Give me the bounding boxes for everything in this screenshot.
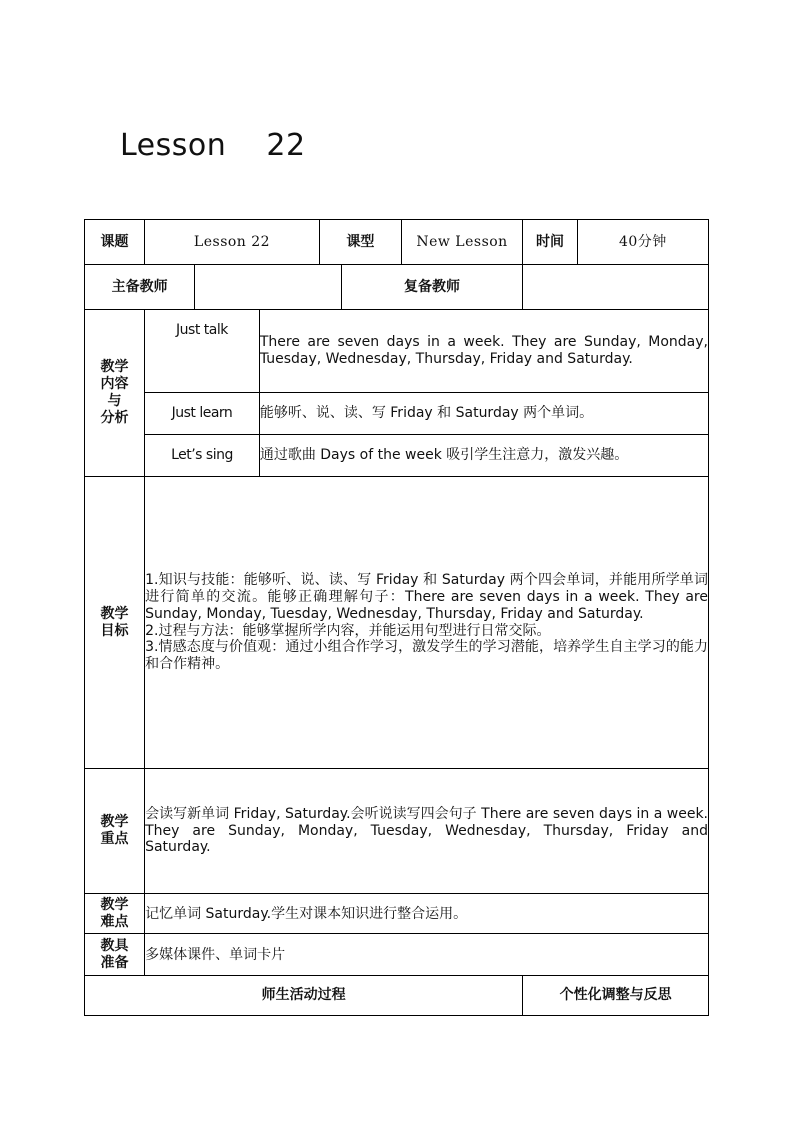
difficulties-label-line: 难点 (100, 913, 129, 930)
aids-label-line: 教具 (100, 937, 129, 954)
content-label-line: 内容 (100, 376, 129, 393)
key-points-label-line: 教学 (100, 814, 129, 831)
goal-paragraph: 1.知识与技能：能够听、说、读、写 Friday 和 Saturday 两个四会单词，并能用所学单词进行简单的交流。能够正确理解句子：There are seven days in a week. They are Sunday, Monday, Tuesday, Wednesday, Thursday, Friday and Saturday. (145, 572, 708, 622)
content-analysis-label (85, 310, 145, 477)
aids-label-line: 准备 (100, 954, 129, 971)
just-talk-text: There are seven days in a week. They are Sunday, Monday, Tuesday, Wednesday, Thursday, Friday and Saturday. (259, 310, 708, 393)
content-row-sing (85, 435, 709, 477)
topic-value: Lesson 22 (145, 220, 320, 265)
goals-label-line: 教学 (100, 605, 129, 622)
lets-sing-text: 通过歌曲 Days of the week 吸引学生注意力，激发兴趣。 (259, 435, 708, 477)
type-value: New Lesson (401, 220, 522, 265)
key-points-label-line: 重点 (100, 831, 129, 847)
difficulties-label (85, 894, 145, 934)
goal-paragraph: 2.过程与方法：能够掌握所学内容，并能运用句型进行日常交际。 (145, 622, 551, 639)
page-title: Lesson 22 (120, 128, 306, 163)
goals-row (85, 477, 709, 769)
key-points-row (85, 769, 709, 894)
goals-label (85, 477, 145, 769)
difficulties-row (85, 894, 709, 934)
lets-sing-label: Let’s sing (145, 435, 260, 477)
goal-paragraph: 3.情感态度与价值观：通过小组合作学习，激发学生的学习潜能，培养学生自主学习的能力和合作精神。 (145, 639, 708, 673)
lesson-plan-table (84, 219, 709, 1016)
process-label: 师生活动过程 (85, 976, 523, 1016)
type-label: 课型 (319, 220, 401, 265)
aids-label (85, 934, 145, 976)
difficulties-text: 记忆单词 Saturday.学生对课本知识进行整合运用。 (145, 894, 709, 934)
topic-label: 课题 (85, 220, 145, 265)
content-label-line: 与 (107, 393, 122, 409)
time-value: 40分钟 (577, 220, 708, 265)
main-teacher-label: 主备教师 (85, 265, 195, 310)
difficulties-label-line: 教学 (100, 896, 129, 913)
content-row-learn (85, 393, 709, 435)
reflection-label: 个性化调整与反思 (523, 976, 709, 1016)
just-learn-label: Just learn (145, 393, 260, 435)
content-label-line: 分析 (100, 409, 129, 426)
just-talk-label: Just talk (145, 310, 260, 393)
key-points-label (85, 769, 145, 894)
aids-row (85, 934, 709, 976)
header-row (85, 220, 709, 265)
co-teacher-value (523, 265, 709, 310)
process-header-row (85, 976, 709, 1016)
key-points-text: 会读写新单词 Friday, Saturday.会听说读写四会句子 There are seven days in a week. They are Sunday, Monday, Tuesday, Wednesday, Thursday, Friday and Saturday. (145, 769, 709, 894)
main-teacher-value (195, 265, 341, 310)
aids-text: 多媒体课件、单词卡片 (145, 934, 709, 976)
content-row-talk (85, 310, 709, 393)
goals-text (145, 477, 709, 769)
co-teacher-label: 复备教师 (341, 265, 522, 310)
goals-label-line: 目标 (100, 622, 129, 639)
time-label: 时间 (523, 220, 578, 265)
just-learn-text: 能够听、说、读、写 Friday 和 Saturday 两个单词。 (259, 393, 708, 435)
content-label-line: 教学 (100, 359, 129, 376)
teacher-row (85, 265, 709, 310)
